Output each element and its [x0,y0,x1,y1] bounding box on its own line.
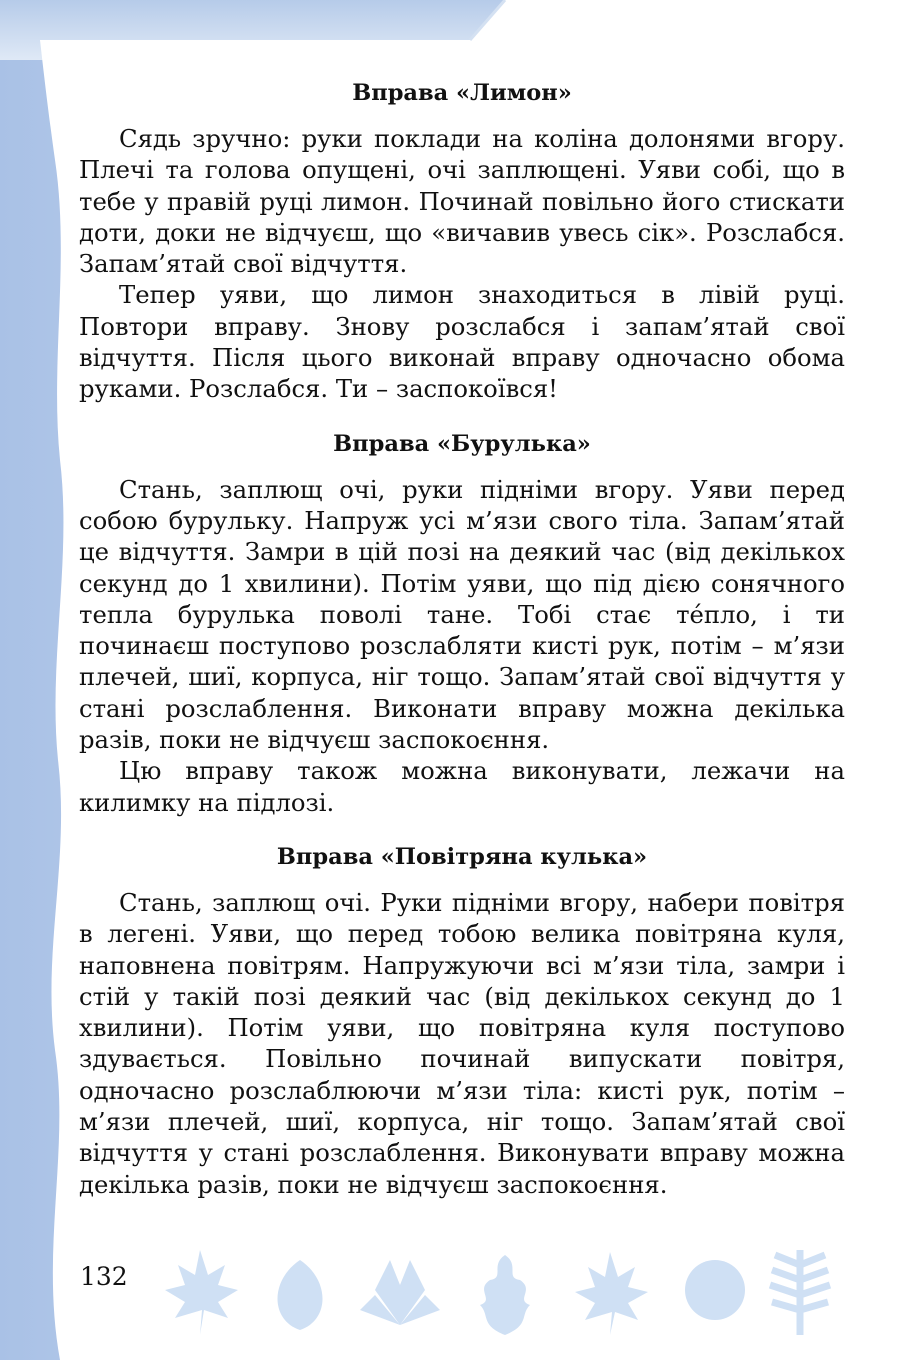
leaves-decoration [160,1240,860,1340]
section-title-icicle: Вправа «Бурулька» [333,430,591,457]
paragraph: Сядь зручно: руки поклади на коліна долонями вгору. Плечі та голова опущені, очі заплющені. Уяви собі, що в тебе у правій руці лимон. Починай повільно його стискати доти, доки не відчуєш, що «вичавив увесь сік». Розслабся. Запам’ятай свої відчуття. [79,124,845,279]
fern-leaf-icon [770,1250,830,1335]
paragraph: Стань, заплющ очі, руки підніми вгору. Уяви перед собою бурульку. Напруж усі м’язи свого тіла. Запам’ятай це відчуття. Замри в цій позі на деякий час (від декількох секунд до 1 хвилини). Потім уяви, що під дією сонячного тепла бурулька поволі тане. Тобі стає те́пло, і ти починаєш поступово розслабляти кисті рук, потім – м’язи плечей, шиї, корпуса, ніг тощо. Запам’ятай свої відчуття у стані розслаблення. Виконати вправу можна декілька разів, поки не відчуєш заспокоєння. [79,474,845,755]
page-number: 132 [80,1262,128,1291]
paragraph: Тепер уяви, що лимон знаходиться в лівій руці. Повтори вправу. Знову розслабся і запам’ятай свої відчуття. Після цього виконай вправу одночасно обома руками. Розслабся. Ти – заспокоївся! [79,280,845,404]
paragraph: Стань, заплющ очі. Руки підніми вгору, набери повітря в легені. Уяви, що перед тобою велика повітряна куля, наповнена повітрям. Напружуючи всі м’язи тіла, замри і стій у такій позі деякий час (від декількох секунд до 1 хвилини). Потім уяви, що повітряна куля поступово здувається. Повільно починай випускати повітря, одночасно розслаблюючи м’язи тіла: кисті рук, потім – м’язи плечей, шиї, корпуса, ніг тощо. Запам’ятай свої відчуття у стані розслаблення. Виконувати вправу можна декілька разів, поки не відчуєш заспокоєння. [79,887,845,1199]
page-content [79,78,845,1200]
round-leaf-icon [685,1260,745,1320]
chestnut-leaf-icon [360,1260,440,1325]
section-title-balloon: Вправа «Повітряна кулька» [276,843,648,870]
oak-leaf-icon [480,1255,530,1335]
section-title-lemon: Вправа «Лимон» [352,80,572,106]
paragraph: Цю вправу також можна виконувати, лежачи на килимку на підлозі. [79,756,845,817]
maple-leaf-icon [575,1252,648,1335]
maple-leaf-icon [165,1250,238,1335]
birch-leaf-icon [278,1260,323,1338]
